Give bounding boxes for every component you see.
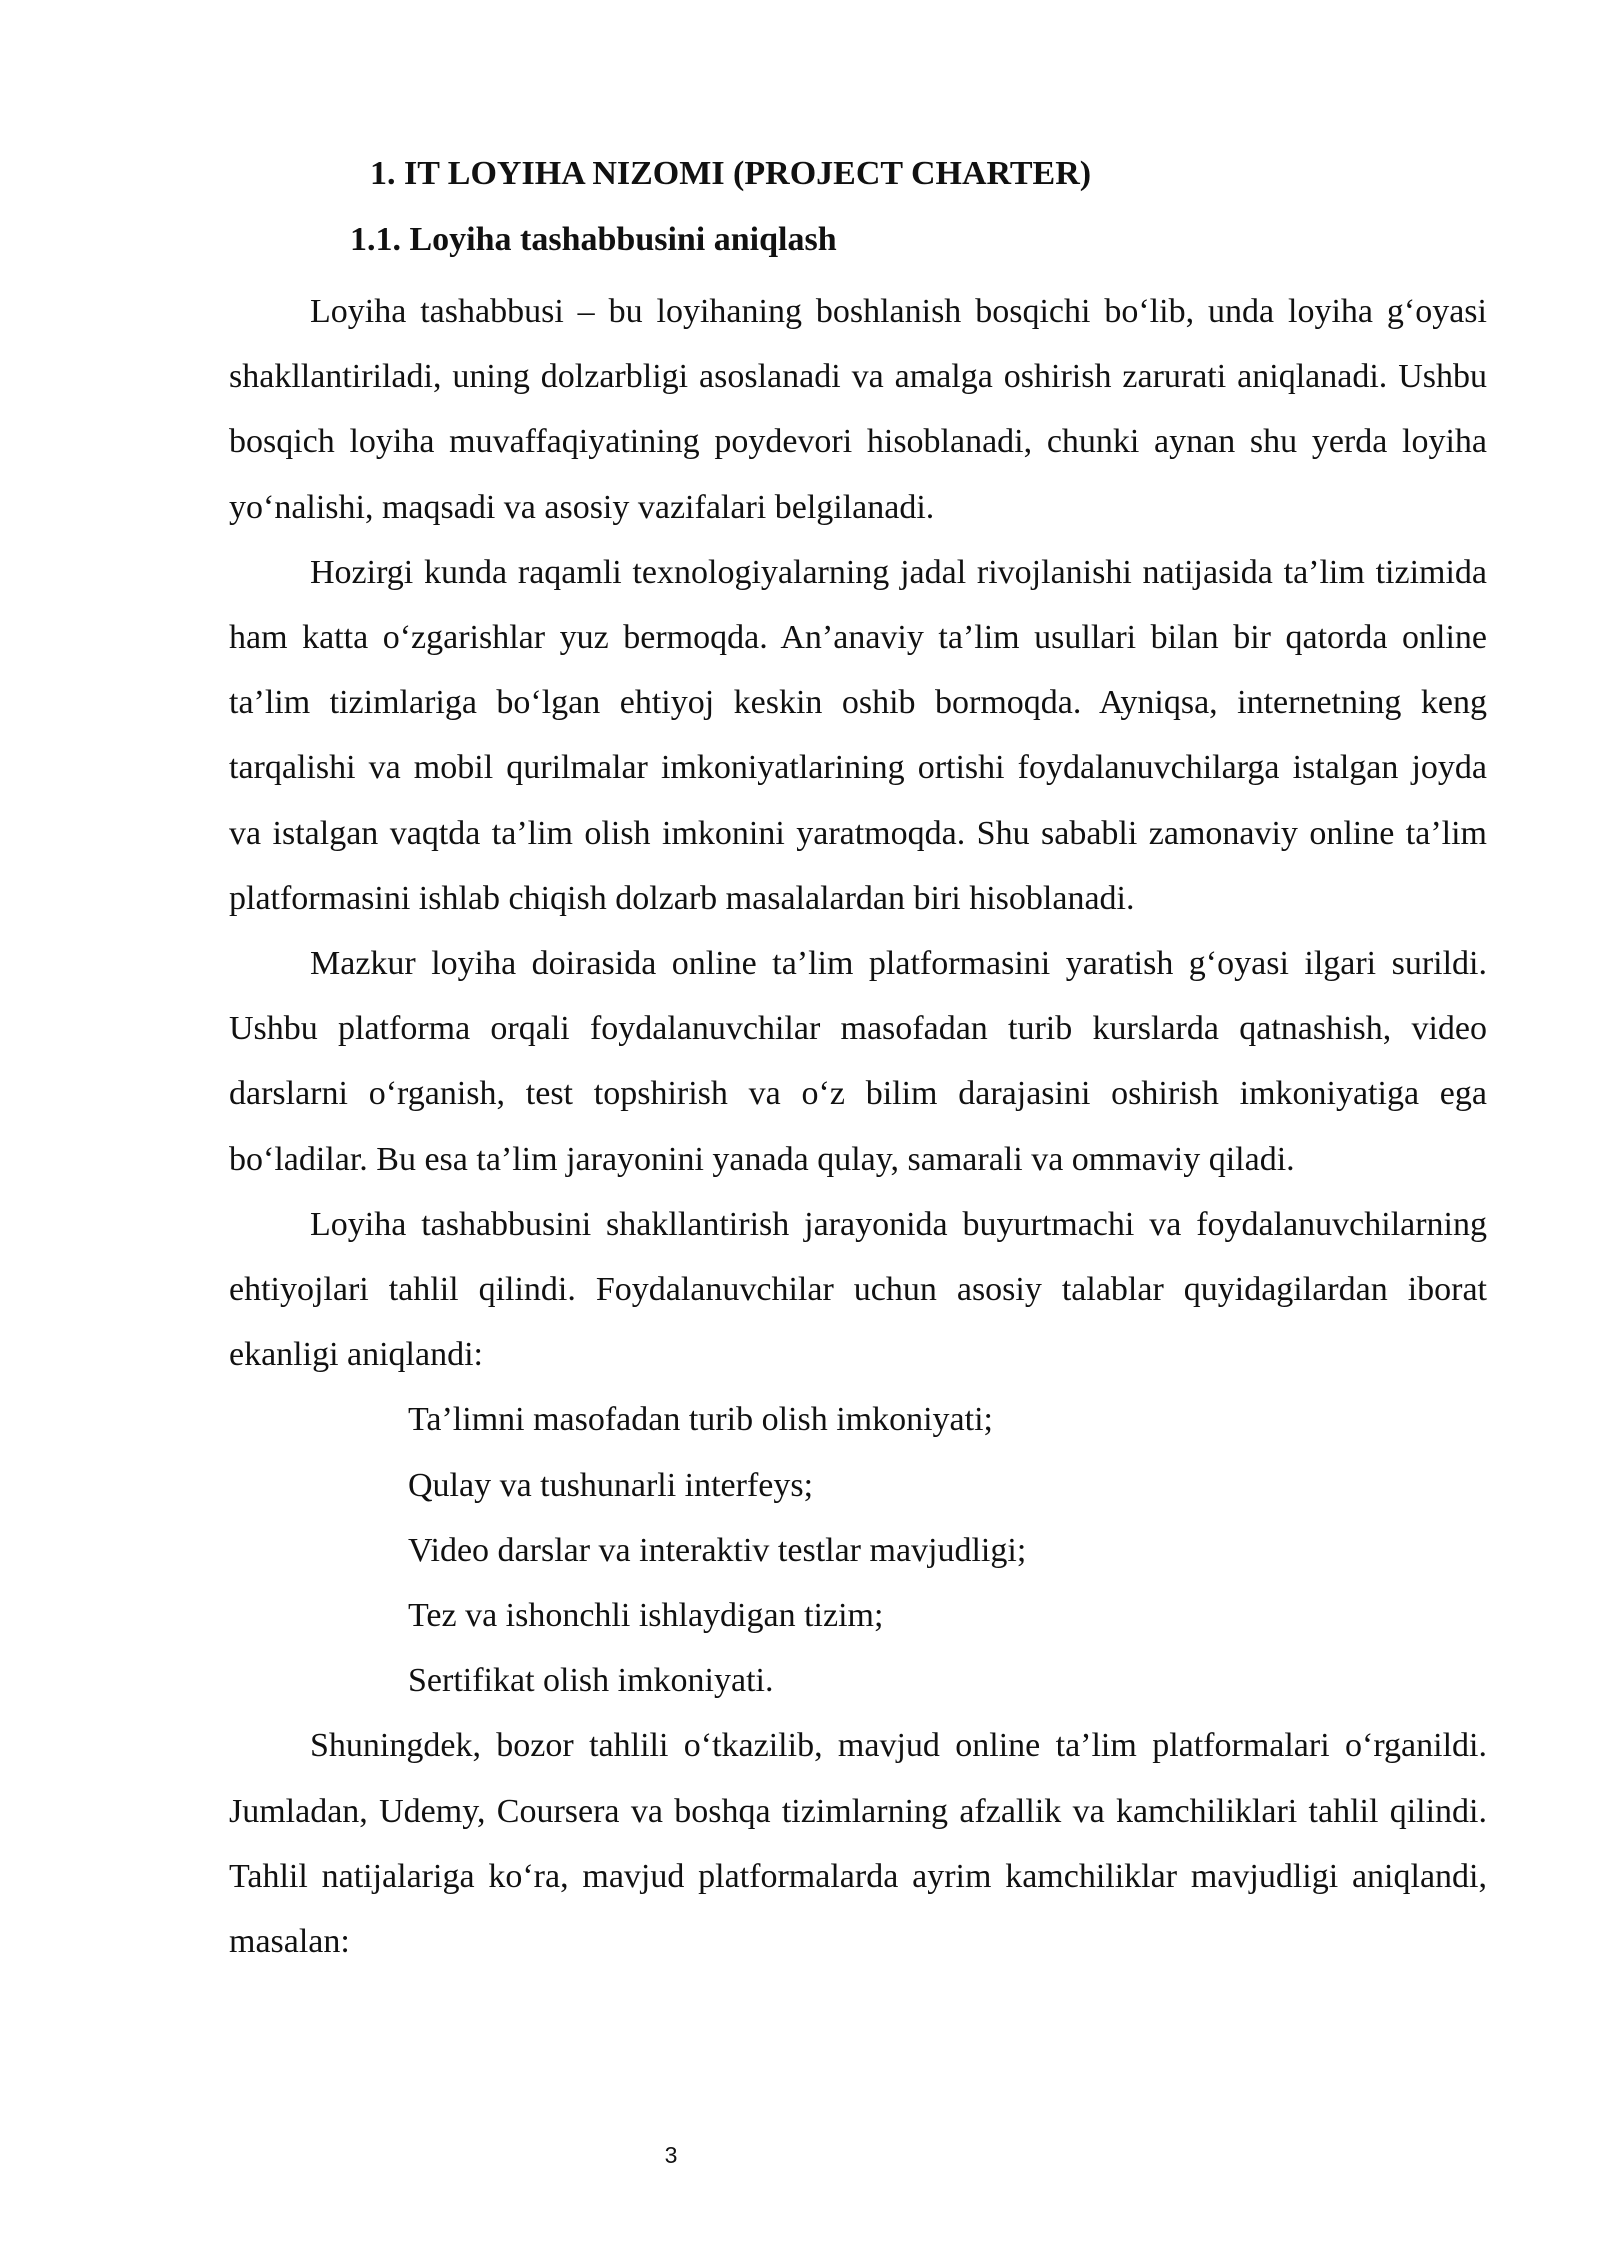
list-item: Ta’limni masofadan turib olish imkoniyati; bbox=[408, 1401, 993, 1439]
subsection-heading: 1.1. Loyiha tashabbusini aniqlash bbox=[350, 221, 837, 258]
requirements-list bbox=[229, 1387, 1487, 1713]
paragraph-platform-idea: Mazkur loyiha doirasida online ta’lim platformasini yaratish g‘oyasi ilgari surildi. Ushbu platforma orqali foydalanuvchilar masofadan turib kurslarda qatnashish, video darslarni o‘rganish, test topshirish va o‘z bilim darajasini oshirish imkoniyatiga ega bo‘ladilar. Bu esa ta’lim jarayonini yanada qulay, samarali va ommaviy qiladi. bbox=[229, 945, 1487, 1178]
list-item: Sertifikat olish imkoniyati. bbox=[408, 1662, 774, 1700]
paragraph-market-analysis: Shuningdek, bozor tahlili o‘tkazilib, mavjud online ta’lim platformalari o‘rganildi. Jumladan, Udemy, Coursera va boshqa tizimlarning afzallik va kamchiliklari tahlil qilindi. Tahlil natijalariga ko‘ra, mavjud platformalarda ayrim kamchiliklar mavjudligi aniqlandi, masalan: bbox=[229, 1727, 1487, 1961]
paragraph-requirements-intro: Loyiha tashabbusini shakllantirish jarayonida buyurtmachi va foydalanuvchilarning ehtiyojlari tahlil qilindi. Foydalanuvchilar uchun asosiy talablar quyidagilardan iborat ekanligi aniqlandi: bbox=[229, 1205, 1487, 1374]
list-item: Tez va ishonchli ishlaydigan tizim; bbox=[408, 1597, 884, 1635]
page-number: 3 bbox=[664, 2142, 678, 2168]
section-heading: 1. IT LOYIHA NIZOMI (PROJECT CHARTER) bbox=[370, 155, 1092, 192]
paragraph-initiative-definition: Loyiha tashabbusi – bu loyihaning boshlanish bosqichi bo‘lib, unda loyiha g‘oyasi shakllantiriladi, uning dolzarbligi asoslanadi va amalga oshirish zarurati aniqlanadi. Ushbu bosqich loyiha muvaffaqiyatining poydevori hisoblanadi, chunki aynan shu yerda loyiha yo‘nalishi, maqsadi va asosiy vazifalari belgilanadi. bbox=[229, 293, 1487, 526]
body-text bbox=[229, 279, 1487, 1974]
paragraph-digital-education: Hozirgi kunda raqamli texnologiyalarning jadal rivojlanishi natijasida ta’lim tizimida ham katta o‘zgarishlar yuz bermoqda. An’anaviy ta’lim usullari bilan bir qatorda online ta’lim tizimlariga bo‘lgan ehtiyoj keskin oshib bormoqda. Ayniqsa, internetning keng tarqalishi va mobil qurilmalar imkoniyatlarining ortishi foydalanuvchilarga istalgan joyda va istalgan vaqtda ta’lim olish imkonini yaratmoqda. Shu sababli zamonaviy online ta’lim platformasini ishlab chiqish dolzarb masalalardan biri hisoblanadi. bbox=[229, 553, 1487, 917]
list-item: Qulay va tushunarli interfeys; bbox=[408, 1466, 814, 1504]
list-item: Video darslar va interaktiv testlar mavjudligi; bbox=[408, 1531, 1027, 1569]
